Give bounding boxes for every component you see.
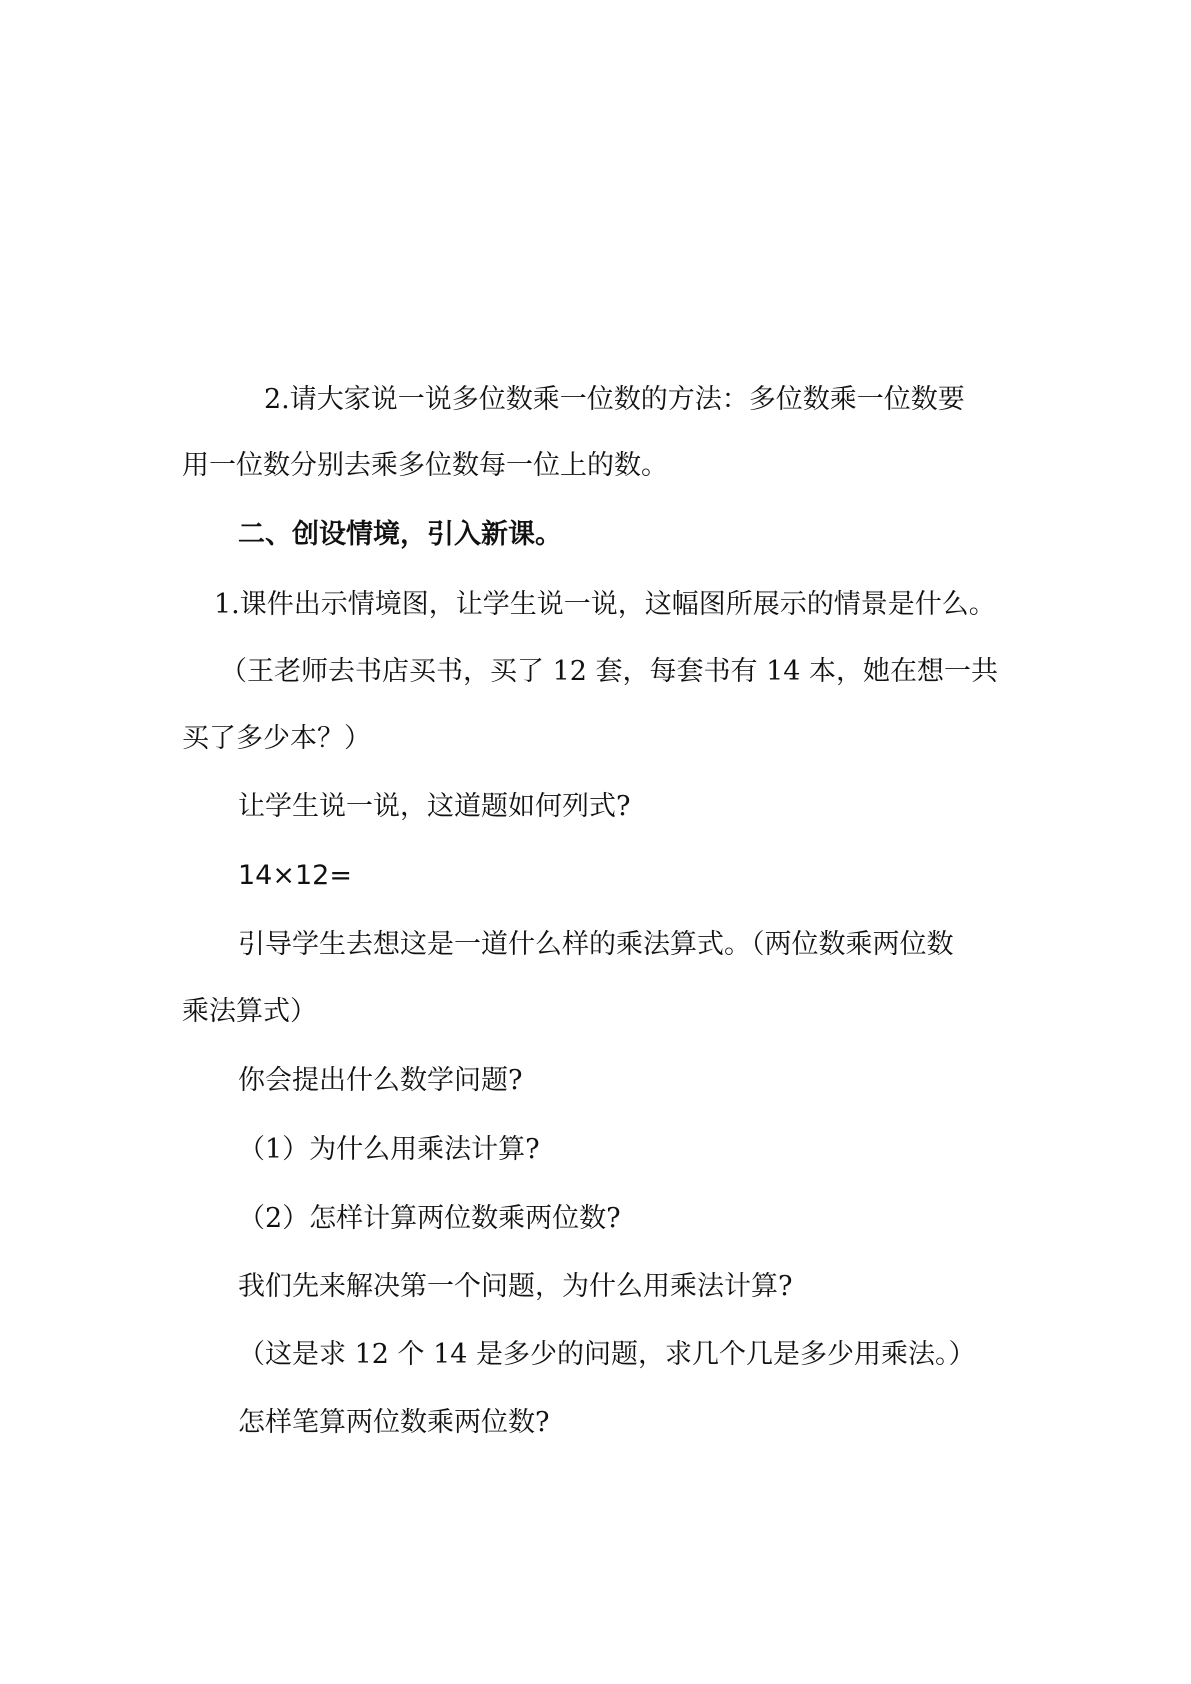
paragraph-line: （王老师去书店买书，买了 12 套，每套书有 14 本，她在想一共 bbox=[220, 656, 999, 687]
paragraph-line: 怎样笔算两位数乘两位数? bbox=[238, 1407, 550, 1438]
paragraph-line: （1）为什么用乘法计算? bbox=[238, 1134, 540, 1165]
section-heading: 二、创设情境，引入新课。 bbox=[238, 519, 562, 550]
paragraph-line: 让学生说一说，这道题如何列式? bbox=[238, 791, 631, 822]
paragraph-line: 用一位数分别去乘多位数每一位上的数。 bbox=[182, 450, 668, 481]
paragraph-line: 2.请大家说一说多位数乘一位数的方法：多位数乘一位数要 bbox=[264, 384, 965, 415]
paragraph-line: （2）怎样计算两位数乘两位数? bbox=[238, 1203, 621, 1234]
paragraph-line: 我们先来解决第一个问题，为什么用乘法计算? bbox=[238, 1271, 793, 1302]
formula-line: 14×12= bbox=[238, 860, 352, 891]
paragraph-line: 1.课件出示情境图，让学生说一说，这幅图所展示的情景是什么。 bbox=[214, 589, 996, 620]
paragraph-line: 引导学生去想这是一道什么样的乘法算式。（两位数乘两位数 bbox=[238, 929, 954, 960]
paragraph-line: 买了多少本？） bbox=[182, 723, 371, 754]
paragraph-line: 乘法算式） bbox=[182, 996, 317, 1027]
paragraph-line: （这是求 12 个 14 是多少的问题，求几个几是多少用乘法。） bbox=[238, 1339, 976, 1370]
paragraph-line: 你会提出什么数学问题? bbox=[238, 1065, 523, 1096]
